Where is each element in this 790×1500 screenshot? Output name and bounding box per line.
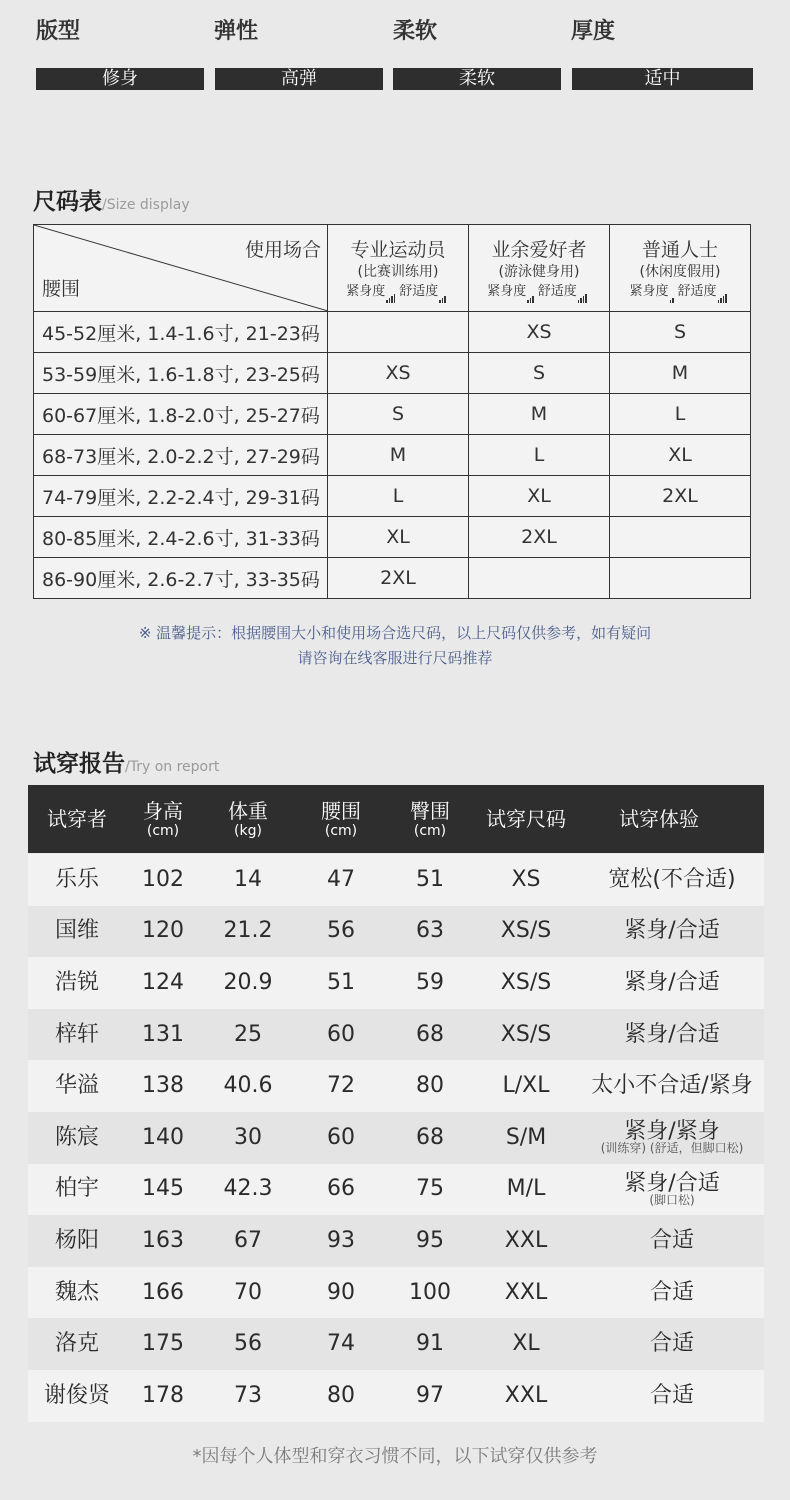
waist-cell [296,1060,386,1112]
weight-cell [200,1009,296,1061]
hip-cell [386,906,474,958]
tester-cell [28,1009,126,1061]
cell-value: 合适 [649,1382,694,1408]
cell-value: 124 [142,969,184,995]
table-row [28,906,764,958]
cell-value: 138 [142,1073,184,1099]
header-label: 腰围 [321,799,361,823]
cell-value: 洛克 [54,1331,99,1357]
column-note: (游泳健身用) [498,263,580,280]
waist-cell: 86-90厘米, 2.6-2.7寸, 33-35码 [34,558,328,599]
cell-value: 14 [234,866,262,892]
size-cell: S [328,394,469,435]
cell-value: XXL [504,1279,548,1305]
size-cell [474,1370,578,1422]
waist-cell [296,906,386,958]
cell-value: 68 [416,1124,444,1150]
tester-cell [28,906,126,958]
cell-value: 21.2 [223,918,273,944]
cell-value: 华溢 [54,1073,99,1099]
table-row [28,1370,764,1422]
experience-cell [578,1267,766,1319]
experience-note: (训练穿) (舒适，但脚口松) [600,1141,744,1156]
size-row [34,476,751,517]
size-cell: S [610,312,751,353]
hip-cell [386,1060,474,1112]
cell-value: S/M [505,1124,547,1150]
cell-value: 40.6 [223,1073,273,1099]
signal-bars-icon [439,283,447,303]
weight-cell [200,1164,296,1216]
header-label: 臀围 [410,799,450,823]
cell-value: XS/S [500,1021,552,1047]
cell-value: XS/S [500,918,552,944]
experience-note: (脚口松) [649,1192,695,1207]
hip-cell [386,1267,474,1319]
experience-cell [578,1370,766,1422]
table-row [28,1164,764,1216]
attr-header-elasticity: 弹性 [214,19,259,44]
size-cell [474,1215,578,1267]
cell-value: 紧身/合适 [624,969,720,995]
cell-value: 60 [327,1021,355,1047]
tightness-label: 紧身度 [346,283,386,299]
size-cell: L [328,476,469,517]
cell-value: M/L [506,1176,546,1202]
size-cell: XL [610,435,751,476]
column-note: (比赛训练用) [357,263,439,280]
header-label: 试穿者 [47,807,107,831]
cell-value: 合适 [649,1227,694,1253]
height-cell [126,906,200,958]
size-cell [474,906,578,958]
cell-value: 51 [416,866,444,892]
size-cell: 2XL [610,476,751,517]
waist-cell: 45-52厘米, 1.4-1.6寸, 21-23码 [34,312,328,353]
header-unit: (cm) [324,823,358,839]
cell-value: 20.9 [223,969,273,995]
cell-value: 宽松(不合适) [608,866,736,892]
cell-value: 100 [409,1279,451,1305]
comfort-label: 舒适度 [399,283,439,299]
waist-cell: 53-59厘米, 1.6-1.8寸, 23-25码 [34,353,328,394]
cell-value: 42.3 [223,1176,273,1202]
experience-cell [578,1060,766,1112]
experience-cell [578,1112,766,1164]
cell-value: 60 [327,1124,355,1150]
size-cell [474,1164,578,1216]
cell-value: 杨阳 [54,1227,99,1253]
hip-cell [386,1215,474,1267]
attr-value-thickness: 适中 [572,68,753,90]
cell-value: 合适 [649,1279,694,1305]
header-waist [296,785,386,853]
cell-value: 56 [234,1331,262,1357]
table-row [28,1060,764,1112]
header-size [474,785,578,853]
tester-cell [28,854,126,906]
comfort-label: 舒适度 [677,283,717,299]
cell-value: XL [512,1331,540,1357]
hip-cell [386,1009,474,1061]
cell-value: 90 [327,1279,355,1305]
cell-value: 紧身/合适 [624,918,720,944]
header-label: 试穿体验 [619,807,699,831]
size-cell: L [610,394,751,435]
tester-cell [28,1215,126,1267]
cell-value: 73 [234,1382,262,1408]
table-row [28,957,764,1009]
size-cell: 2XL [469,517,610,558]
size-section-title: 尺码表 [33,189,102,215]
experience-cell [578,906,766,958]
header-unit: (cm) [146,823,180,839]
header-height [126,785,200,853]
height-cell [126,1009,200,1061]
column-name: 专业运动员 [350,238,446,261]
size-table [33,224,751,599]
size-notice-line-2: 请咨询在线客服进行尺码推荐 [297,649,493,667]
cell-value: 145 [142,1176,184,1202]
cell-value: XS/S [500,969,552,995]
cell-value: 70 [234,1279,262,1305]
cell-value: 国维 [54,918,99,944]
header-tester [28,785,126,853]
size-section-heading [33,183,190,216]
signal-bars-icon [527,283,535,303]
cell-value: 95 [416,1227,444,1253]
hip-cell [386,1318,474,1370]
table-row [28,1318,764,1370]
tightness-label: 紧身度 [629,283,669,299]
cell-value: 66 [327,1176,355,1202]
signal-bars-icon [578,283,588,303]
size-cell [610,517,751,558]
hip-cell [386,957,474,1009]
weight-cell [200,1060,296,1112]
experience-cell [578,1164,766,1216]
size-cell: S [469,353,610,394]
size-cell: M [610,353,751,394]
signal-bars-icon [386,283,396,303]
height-cell [126,1112,200,1164]
waist-cell [296,1215,386,1267]
signal-bars-icon [670,283,675,303]
cell-value: XXL [504,1227,548,1253]
height-cell [126,1370,200,1422]
cell-value: 47 [327,866,355,892]
size-notice-line-1: ※ 温馨提示：根据腰围大小和使用场合选尺码，以上尺码仅供参考，如有疑问 [138,624,652,642]
height-cell [126,1267,200,1319]
cell-value: 谢俊贤 [43,1382,110,1408]
weight-cell [200,957,296,1009]
size-table-header-row [34,225,751,312]
attr-value-fit: 修身 [36,68,204,90]
waist-cell [296,1009,386,1061]
table-row [28,1267,764,1319]
cell-value: XXL [504,1382,548,1408]
column-name: 业余爱好者 [491,238,587,261]
cell-value: 柏宇 [54,1176,99,1202]
cell-value: 178 [142,1382,184,1408]
size-cell: M [469,394,610,435]
waist-cell [296,1370,386,1422]
tryon-footer-note: *因每个人体型和穿衣习惯不同，以下试穿仅供参考 [192,1446,598,1467]
cell-value: 陈宸 [54,1124,99,1150]
column-name: 普通人士 [641,238,718,261]
cell-value: 59 [416,969,444,995]
tryon-table-header [28,785,764,853]
waist-label: 腰围 [42,278,81,300]
size-cell: XS [469,312,610,353]
tester-cell [28,1370,126,1422]
header-label: 试穿尺码 [486,807,566,831]
cell-value: 80 [327,1382,355,1408]
column-note: (休闲度假用) [639,263,721,280]
cell-value: 72 [327,1073,355,1099]
column-header-pro [328,225,469,312]
size-cell [474,957,578,1009]
tryon-section-title: 试穿报告 [33,751,125,777]
column-header-amateur [469,225,610,312]
height-cell [126,1060,200,1112]
height-cell [126,957,200,1009]
hip-cell [386,1164,474,1216]
header-unit: (kg) [234,823,262,839]
waist-cell: 60-67厘米, 1.8-2.0寸, 25-27码 [34,394,328,435]
size-cell: XL [328,517,469,558]
hip-cell [386,854,474,906]
weight-cell [200,1112,296,1164]
attr-value-elasticity: 高弹 [215,68,383,90]
cell-value: 紧身/合适 [624,1170,720,1196]
size-cell: L [469,435,610,476]
cell-value: 67 [234,1227,262,1253]
cell-value: 120 [142,918,184,944]
size-row [34,312,751,353]
hip-cell [386,1370,474,1422]
cell-value: 175 [142,1331,184,1357]
size-row [34,353,751,394]
header-unit: (cm) [413,823,447,839]
size-cell [474,1060,578,1112]
waist-cell [296,854,386,906]
indicator-row [469,282,609,303]
cell-value: 太小不合适/紧身 [591,1073,753,1099]
usage-label: 使用场合 [244,239,321,261]
table-row [28,1215,764,1267]
header-weight [200,785,296,853]
cell-value: 91 [416,1331,444,1357]
waist-cell [296,1318,386,1370]
tester-cell [28,957,126,1009]
tryon-section-heading [33,745,219,778]
attr-header-fit: 版型 [36,19,81,44]
experience-cell [578,1215,766,1267]
cell-value: 30 [234,1124,262,1150]
size-cell [328,312,469,353]
header-label: 体重 [228,799,268,823]
cell-value: 68 [416,1021,444,1047]
waist-cell: 80-85厘米, 2.4-2.6寸, 31-33码 [34,517,328,558]
size-cell [474,1267,578,1319]
size-row [34,435,751,476]
waist-cell [296,1164,386,1216]
column-header-casual [610,225,751,312]
height-cell [126,1164,200,1216]
indicator-row [328,282,468,303]
cell-value: 合适 [649,1331,694,1357]
signal-bars-icon [718,283,728,303]
cell-value: 浩锐 [54,969,99,995]
experience-cell [578,957,766,1009]
cell-value: 74 [327,1331,355,1357]
cell-value: L/XL [502,1073,550,1099]
size-cell: M [328,435,469,476]
cell-value: 63 [416,918,444,944]
header-label: 身高 [143,799,183,823]
experience-cell [578,854,766,906]
waist-cell [296,1112,386,1164]
table-row [28,854,764,906]
cell-value: 紧身/紧身 [624,1119,720,1145]
cell-value: 163 [142,1227,184,1253]
size-cell: XL [469,476,610,517]
size-cell [474,1009,578,1061]
cell-value: 56 [327,918,355,944]
weight-cell [200,1318,296,1370]
tightness-label: 紧身度 [487,283,527,299]
cell-value: 51 [327,969,355,995]
cell-value: 梓轩 [54,1021,99,1047]
experience-cell [578,1318,766,1370]
tryon-section-subtitle: /Try on report [125,759,220,775]
cell-value: 75 [416,1176,444,1202]
tester-cell [28,1164,126,1216]
comfort-label: 舒适度 [537,283,577,299]
experience-cell [578,1009,766,1061]
cell-value: 乐乐 [54,866,99,892]
cell-value: 紧身/合适 [624,1021,720,1047]
size-section-subtitle: /Size display [102,197,190,213]
cell-value: 80 [416,1073,444,1099]
tester-cell [28,1060,126,1112]
size-cell [610,558,751,599]
size-table-diagonal-cell [34,225,328,312]
attr-header-thickness: 厚度 [571,19,616,44]
waist-cell [296,1267,386,1319]
size-cell [469,558,610,599]
tester-cell [28,1318,126,1370]
header-hip [386,785,474,853]
size-cell: XS [328,353,469,394]
header-experience [578,785,740,853]
cell-value: 166 [142,1279,184,1305]
size-cell [474,854,578,906]
cell-value: 93 [327,1227,355,1253]
weight-cell [200,854,296,906]
waist-cell: 74-79厘米, 2.2-2.4寸, 29-31码 [34,476,328,517]
size-cell: 2XL [328,558,469,599]
table-row [28,1112,764,1164]
cell-value: 140 [142,1124,184,1150]
cell-value: 25 [234,1021,262,1047]
indicator-row [610,282,750,303]
waist-cell [296,957,386,1009]
size-cell [474,1112,578,1164]
attr-value-softness: 柔软 [393,68,561,90]
height-cell [126,1318,200,1370]
cell-value: XS [511,866,541,892]
cell-value: 97 [416,1382,444,1408]
weight-cell [200,1370,296,1422]
tester-cell [28,1112,126,1164]
height-cell [126,1215,200,1267]
weight-cell [200,906,296,958]
size-row [34,394,751,435]
waist-cell: 68-73厘米, 2.0-2.2寸, 27-29码 [34,435,328,476]
weight-cell [200,1267,296,1319]
table-row [28,1009,764,1061]
size-row [34,558,751,599]
attr-header-softness: 柔软 [393,19,438,44]
cell-value: 131 [142,1021,184,1047]
weight-cell [200,1215,296,1267]
cell-value: 魏杰 [54,1279,99,1305]
hip-cell [386,1112,474,1164]
size-cell [474,1318,578,1370]
height-cell [126,854,200,906]
size-row [34,517,751,558]
cell-value: 102 [142,866,184,892]
tester-cell [28,1267,126,1319]
